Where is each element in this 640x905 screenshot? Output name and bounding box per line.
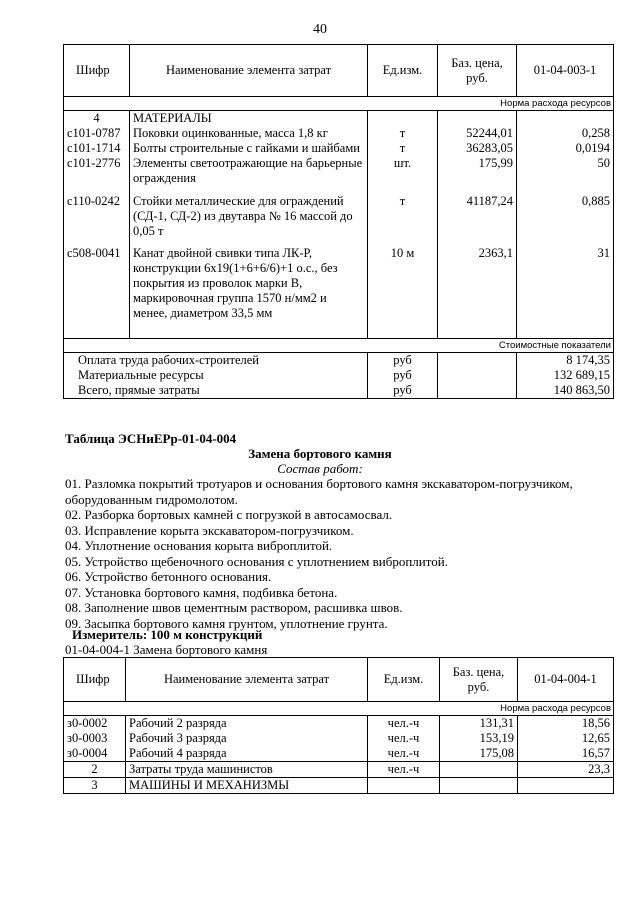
measurement-unit: Измеритель: 100 м конструкций [72, 627, 263, 642]
table-row: с101-1714 Болты строительные с гайками и шайбами т 36283,05 0,0194 [64, 141, 614, 156]
total-row: Оплата труда рабочих-строителей руб 8 174,35 [64, 352, 614, 368]
page-number: 40 [313, 22, 327, 37]
band-cost: Стоимостные показатели [64, 338, 614, 352]
header-code: Шифр [64, 45, 130, 97]
header-rate-code: 01-04-004-1 [518, 658, 614, 702]
work-item: оборудованным гидромолотом. [65, 491, 238, 507]
work-item: 09. Засыпка бортового камня грунтом, уплотнение грунта. [65, 615, 388, 631]
header-price: Баз. цена, руб. [440, 658, 518, 702]
section-row: 3 МАШИНЫ И МЕХАНИЗМЫ [64, 778, 614, 794]
table-name: Замена бортового камня [248, 446, 392, 461]
band-norm: Норма расхода ресурсов [64, 97, 614, 111]
header-name: Наименование элемента затрат [126, 658, 368, 702]
table-header-row [64, 658, 614, 702]
section-name: МАТЕРИАЛЫ [130, 111, 368, 127]
band-norm: Норма расхода ресурсов [64, 702, 614, 716]
work-item: 01. Разломка покрытий тротуаров и основания бортового камня экскаватором-погрузчиком, [65, 476, 573, 491]
work-item: 03. Исправление корыта экскаватором-погрузчиком. [65, 522, 354, 538]
total-row: Материальные ресурсы руб 132 689,15 [64, 368, 614, 383]
table-row: с101-0787 Поковки оцинкованные, масса 1,8 кг т 52244,01 0,258 [64, 126, 614, 141]
work-item: 02. Разборка бортовых камней с погрузкой в автосамосвал. [65, 507, 393, 522]
table-header-row [64, 45, 614, 97]
total-row: Всего, прямые затраты руб 140 863,50 [64, 383, 614, 399]
header-unit: Ед.изм. [368, 45, 438, 97]
works-list [65, 476, 605, 631]
table-title: Таблица ЭСНиЕРр-01-04-004 [65, 431, 237, 446]
header-unit: Ед.изм. [368, 658, 440, 702]
table-row: с508-0041 Канат двойной свивки типа ЛК-Р, конструкции 6х19(1+6+6/6)+1 о.с., без покрытия из проволок марки В, маркировочная группа 1570 н/мм2 и менее, диаметром 33,5 мм 10 м 2363,1 31 [64, 246, 614, 338]
resource-table-01-04-004-1 [63, 657, 614, 794]
header-code: Шифр [64, 658, 126, 702]
section-row [64, 111, 614, 127]
rate-title: 01-04-004-1 Замена бортового камня [65, 642, 268, 657]
work-item: 04. Уплотнение основания корыта виброплитой. [65, 538, 333, 553]
table-row: с110-0242 Стойки металлические для ограждений (СД-1, СД-2) из двутавра № 16 массой до 0,05 т т 41187,24 0,885 [64, 194, 614, 246]
work-item: 05. Устройство щебеночного основания с уплотнением виброплитой. [65, 553, 448, 569]
section-code: 4 [64, 111, 130, 127]
machinists-row: 2 Затраты труда машинистов чел.-ч 23,3 [64, 762, 614, 778]
header-rate-code: 01-04-003-1 [517, 45, 614, 97]
table-row: з0-0003 Рабочий 3 разряда чел.-ч 153,19 12,65 [64, 731, 614, 746]
header-name: Наименование элемента затрат [130, 45, 368, 97]
table-row: з0-0002 Рабочий 2 разряда чел.-ч 131,31 18,56 [64, 716, 614, 732]
work-item: 07. Установка бортового камня, подбивка бетона. [65, 584, 338, 600]
work-item: 06. Устройство бетонного основания. [65, 569, 272, 584]
table-row: з0-0004 Рабочий 4 разряда чел.-ч 175,08 16,57 [64, 746, 614, 762]
table-row: с101-2776 Элементы светоотражающие на барьерные ограждения шт. 175,99 50 [64, 156, 614, 194]
works-heading: Состав работ: [277, 461, 363, 476]
resource-table-01-04-003-1 [63, 44, 614, 399]
work-item: 08. Заполнение швов цементным раствором, расшивка швов. [65, 600, 403, 615]
header-price: Баз. цена, руб. [438, 45, 517, 97]
